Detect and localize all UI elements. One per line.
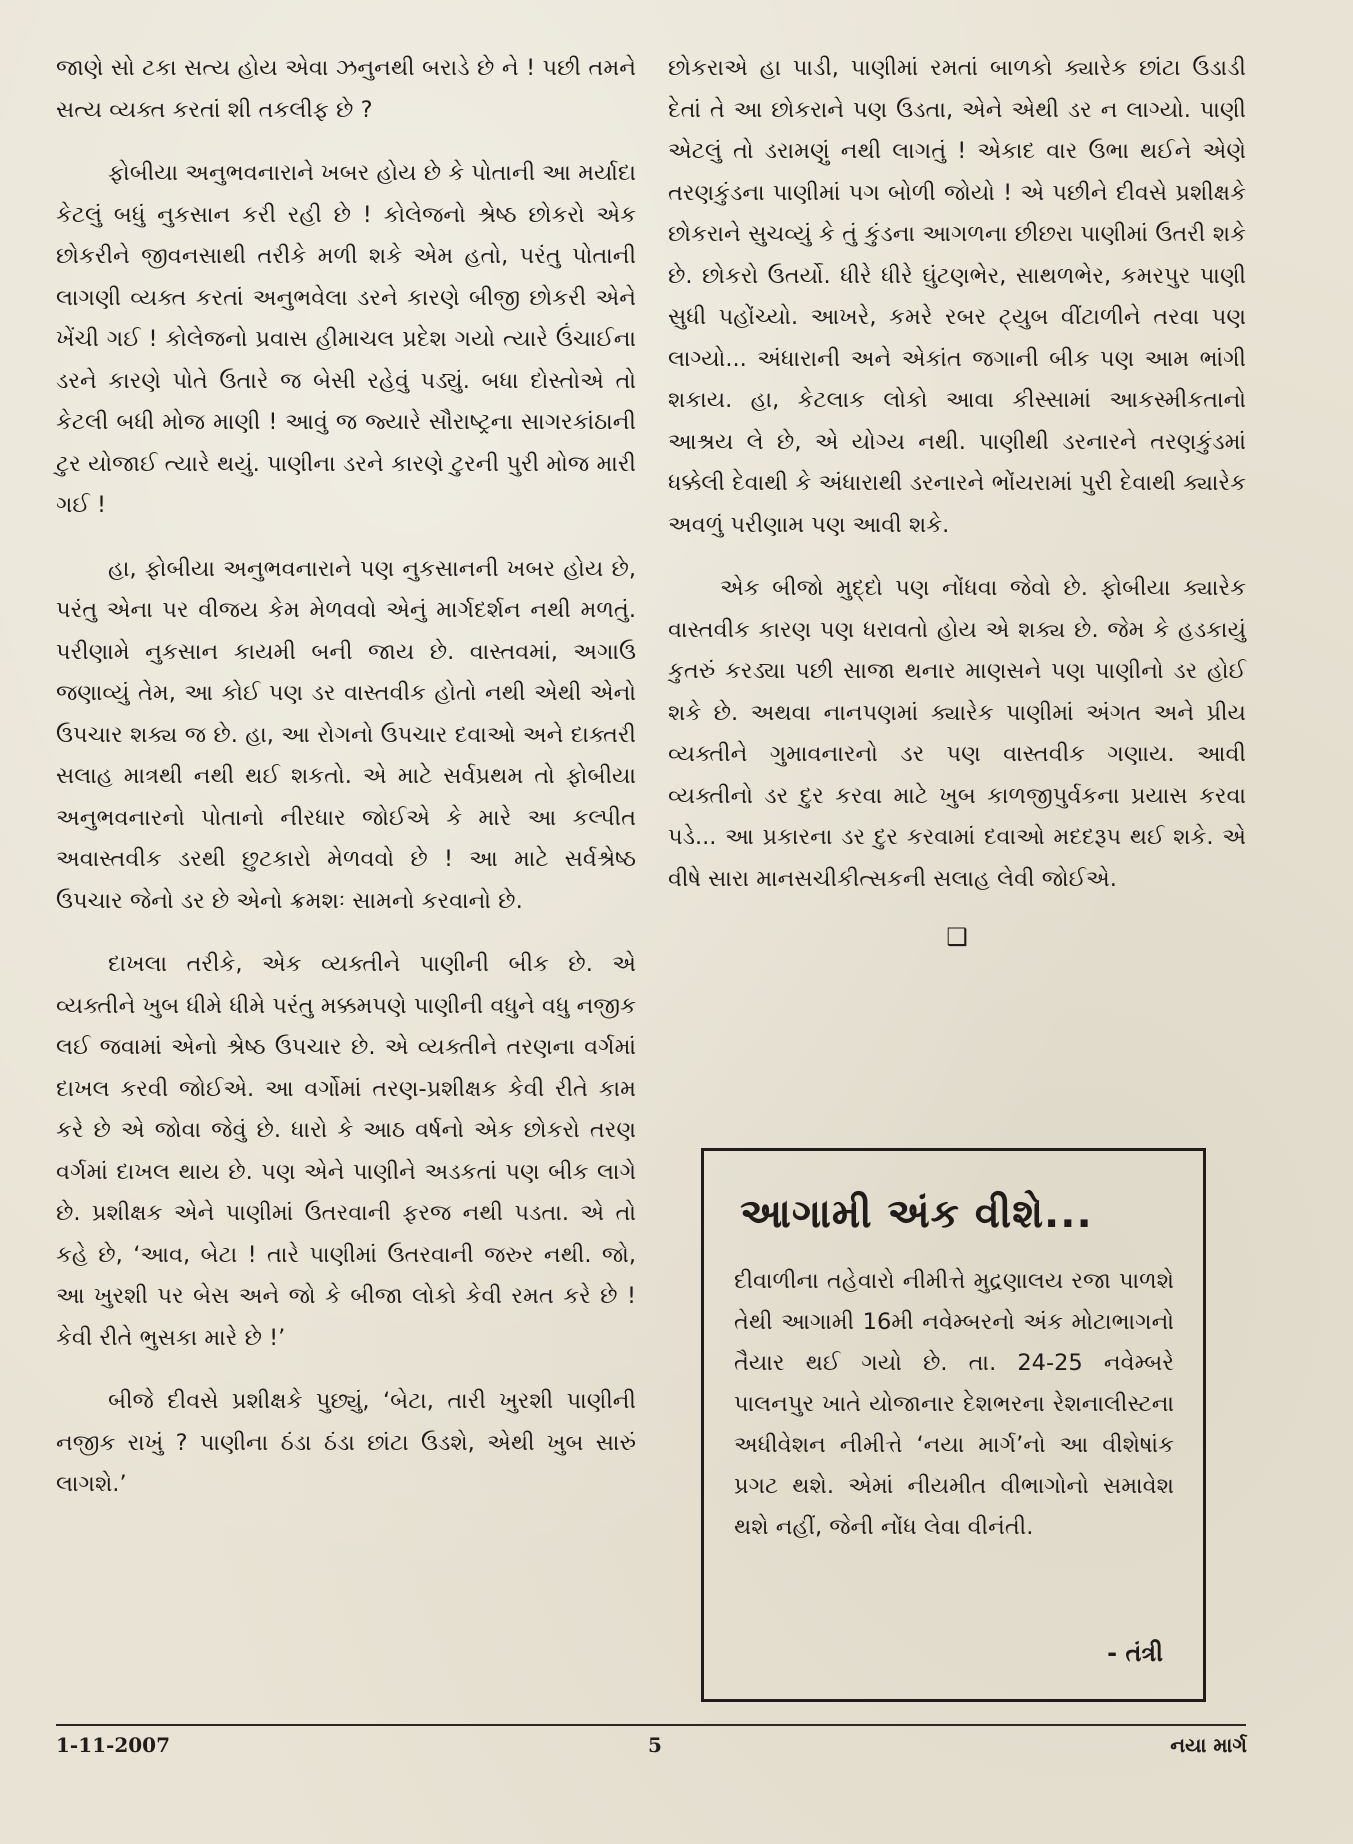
right-column (668, 48, 1246, 952)
article-paragraph: જાણે સો ટકા સત્ય હોય એવા ઝનુનથી બરાડે છે ને ! પછી તમને સત્ય વ્યક્ત કરતાં શી તકલીફ છે ? (56, 55, 636, 123)
notice-signature: - તંત્રી (1107, 1639, 1163, 1667)
page-number: 5 (648, 1733, 662, 1757)
article-paragraph: બીજે દીવસે પ્રશીક્ષકે પુછ્યું, ‘બેટા, તારી ખુરશી પાણીની નજીક રાખું ? પાણીના ઠંડા ઠંડા છાંટા ઉડશે, એથી ખુબ સારું લાગશે.’ (56, 1388, 636, 1497)
footer-divider (56, 1724, 1246, 1726)
notice-text: દીવાળીના તહેવારો નીમીત્તે મુદ્રણાલય રજા પાળશે તેથી આગામી 16મી નવેમ્બરનો અંક મોટાભાગનો તૈયાર થઈ ગયો છે. તા. 24-25 નવેમ્બરે પાલનપુર ખાતે યોજાનાર દેશભરના રેશનાલીસ્ટના અધીવેશન નીમીત્તે ‘નયા માર્ગ’નો આ વીશેષાંક પ્રગટ થશે. એમાં નીયમીત વીભાગોનો સમાવેશ થશે નહીં, જેની નોંધ લેવા વીનંતી. (734, 1268, 1174, 1540)
article-paragraph: દાખલા તરીકે, એક વ્યક્તીને પાણીની બીક છે. એ વ્યક્તીને ખુબ ધીમે ધીમે પરંતુ મક્કમપણે પાણીની વધુને વધુ નજીક લઈ જવામાં એનો શ્રેષ્ઠ ઉપચાર છે. એ વ્યક્તીને તરણના વર્ગમાં દાખલ કરવી જોઈએ. આ વર્ગોમાં તરણ-પ્રશીક્ષક કેવી રીતે કામ કરે છે એ જોવા જેવું છે. ધારો કે આઠ વર્ષનો એક છોકરો તરણ વર્ગમાં દાખલ થાય છે. પણ એને પાણીને અડકતાં પણ બીક લાગે છે. પ્રશીક્ષક એને પાણીમાં ઉતરવાની ફરજ નથી પડતા. એ તો કહે છે, ‘આવ, બેટા ! તારે પાણીમાં ઉતરવાની જરુર નથી. જો, આ ખુરશી પર બેસ અને જો કે બીજા લોકો કેવી રમત કરે છે ! કેવી રીતે ભુસકા મારે છે !’ (56, 951, 636, 1351)
article-paragraph: હા, ફોબીયા અનુભવનારાને પણ નુકસાનની ખબર હોય છે, પરંતુ એના પર વીજય કેમ મેળવવો એનું માર્ગદર્શન નથી મળતું. પરીણામે નુકસાન કાયમી બની જાય છે. વાસ્તવમાં, અગાઉ જણાવ્યું તેમ, આ કોઈ પણ ડર વાસ્તવીક હોતો નથી એથી એનો ઉપચાર શક્ય જ છે. હા, આ રોગનો ઉપચાર દવાઓ અને દાક્તરી સલાહ માત્રથી નથી થઈ શકતો. એ માટે સર્વપ્રથમ તો ફોબીયા અનુભવનારનો પોતાનો નીરધાર જોઈએ કે મારે આ કલ્પીત અવાસ્તવીક ડરથી છુટકારો મેળવવો છે ! આ માટે સર્વશ્રેષ્ઠ ઉપચાર જેનો ડર છે એનો ક્રમશઃ સામનો કરવાનો છે. (56, 555, 636, 914)
footer-date: 1-11-2007 (56, 1733, 171, 1757)
article-paragraph: છોકરાએ હા પાડી, પાણીમાં રમતાં બાળકો ક્યારેક છાંટા ઉડાડી દેતાં તે આ છોકરાને પણ ઉડતા, એને એથી ડર ન લાગ્યો. પાણી એટલું તો ડરામણું નથી લાગતું ! એકાદ વાર ઉભા થઈને એણે તરણકુંડના પાણીમાં પગ બોળી જોયો ! એ પછીને દીવસે પ્રશીક્ષકે છોકરાને સુચવ્યું કે તું કુંડના આગળના છીછરા પાણીમાં ઉતરી શકે છે. છોકરો ઉતર્યો. ધીરે ધીરે ઘુંટણભેર, સાથળભેર, કમરપુર પાણી સુધી પહોંચ્યો. આખરે, કમરે રબર ટ્યુબ વીંટાળીને તરવા પણ લાગ્યો... અંધારાની અને એકાંત જગાની બીક પણ આમ ભાંગી શકાય. હા, કેટલાક લોકો આવા કીસ્સામાં આકસ્મીકતાનો આશ્રય લે છે, એ યોગ્ય નથી. પાણીથી ડરનારને તરણકુંડમાં ધક્કેલી દેવાથી કે અંધારાથી ડરનારને ભોંયરામાં પુરી દેવાથી ક્યારેક અવળું પરીણામ પણ આવી શકે. (668, 55, 1246, 538)
upcoming-issue-notice (701, 1148, 1206, 1702)
notice-title: આગામી અંક વીશે... (740, 1191, 1093, 1237)
article-end-mark-icon: ❑ (946, 923, 968, 951)
article-paragraph: એક બીજો મુદ્દો પણ નોંધવા જેવો છે. ફોબીયા ક્યારેક વાસ્તવીક કારણ પણ ધરાવતો હોય એ શક્ય છે. જેમ કે હડકાયું કુતરું કરડ્યા પછી સાજા થનાર માણસને પણ પાણીનો ડર હોઈ શકે છે. અથવા નાનપણમાં ક્યારેક પાણીમાં અંગત અને પ્રીય વ્યક્તીને ગુમાવનારનો ડર પણ વાસ્તવીક ગણાય. આવી વ્યક્તીનો ડર દુર કરવા માટે ખુબ કાળજીપુર્વકના પ્રયાસ કરવા પડે... આ પ્રકારના ડર દુર કરવામાં દવાઓ મદદરૂપ થઈ શકે. એ વીષે સારા માનસચીકીત્સકની સલાહ લેવી જોઈએ. (668, 575, 1246, 892)
notice-body (734, 1261, 1174, 1548)
left-column (56, 48, 636, 1528)
magazine-name: નયા માર્ગ (1170, 1733, 1247, 1757)
article-paragraph: ફોબીયા અનુભવનારાને ખબર હોય છે કે પોતાની આ મર્યાદા કેટલું બધું નુકસાન કરી રહી છે ! કોલેજનો શ્રેષ્ઠ છોકરો એક છોકરીને જીવનસાથી તરીકે મળી શકે એમ હતો, પરંતુ પોતાની લાગણી વ્યક્ત કરતાં અનુભવેલા ડરને કારણે બીજી છોકરી એને ખેંચી ગઈ ! કોલેજનો પ્રવાસ હીમાચલ પ્રદેશ ગયો ત્યારે ઉંચાઈના ડરને કારણે પોતે ઉતારે જ બેસી રહેવું પડ્યું. બધા દોસ્તોએ તો કેટલી બધી મોજ માણી ! આવું જ જ્યારે સૌરાષ્ટ્રના સાગરકાંઠાની ટુર યોજાઈ ત્યારે થયું. પાણીના ડરને કારણે ટુરની પુરી મોજ મારી ગઈ ! (56, 160, 636, 518)
